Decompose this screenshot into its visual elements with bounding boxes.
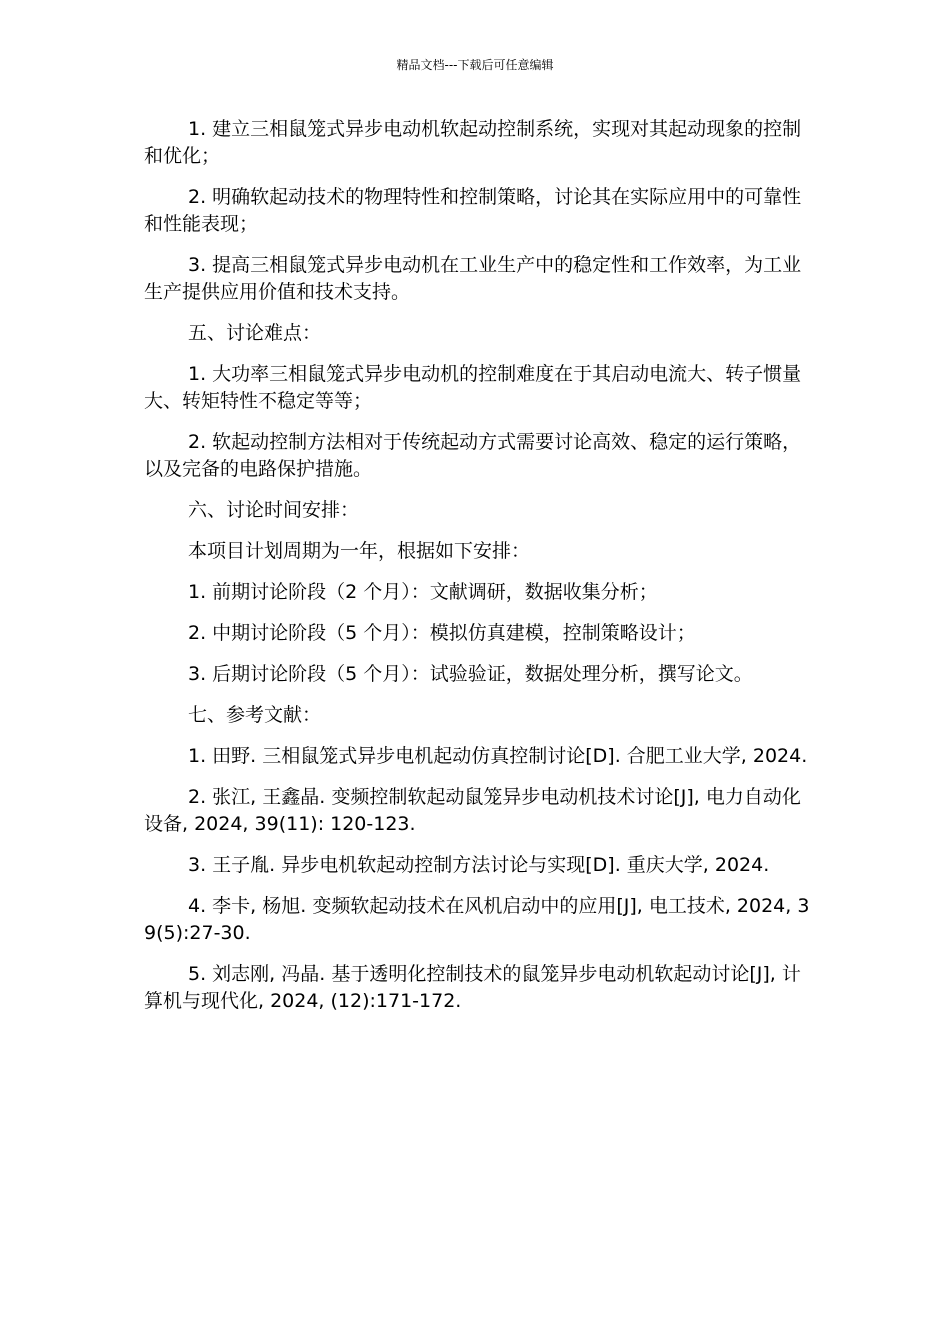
- difficulty-2: 2. 软起动控制方法相对于传统起动方式需要讨论高效、稳定的运行策略，以及完备的电路保护措施。: [144, 431, 802, 480]
- reference-3: 3. 王子胤. 异步电机软起动控制方法讨论与实现[D]. 重庆大学, 2024.: [188, 854, 770, 876]
- reference-5: 5. 刘志刚, 冯晶. 基于透明化控制技术的鼠笼异步电动机软起动讨论[J], 计算机与现代化, 2024, (12):171-172.: [144, 963, 801, 1012]
- schedule-phase-2: 2. 中期讨论阶段（5 个月）：模拟仿真建模，控制策略设计；: [188, 622, 696, 644]
- section-heading-schedule: 六、讨论时间安排：: [188, 499, 360, 521]
- schedule-intro: 本项目计划周期为一年，根据如下安排：: [188, 540, 531, 562]
- reference-4: 4. 李卡, 杨旭. 变频软起动技术在风机启动中的应用[J], 电工技术, 2024, 39(5):27-30.: [144, 895, 810, 944]
- section-heading-difficulties: 五、讨论难点：: [188, 322, 322, 344]
- objective-3: 3. 提高三相鼠笼式异步电动机在工业生产中的稳定性和工作效率，为工业生产提供应用价值和技术支持。: [144, 254, 802, 303]
- difficulty-1: 1. 大功率三相鼠笼式异步电动机的控制难度在于其启动电流大、转子惯量大、转矩特性不稳定等等；: [144, 363, 802, 412]
- schedule-phase-1: 1. 前期讨论阶段（2 个月）：文献调研，数据收集分析；: [188, 581, 658, 603]
- page-header: 精品文档---下载后可任意编辑: [396, 58, 554, 72]
- reference-1: 1. 田野. 三相鼠笼式异步电机起动仿真控制讨论[D]. 合肥工业大学, 2024.: [188, 745, 808, 767]
- section-heading-references: 七、参考文献：: [188, 704, 322, 726]
- reference-2: 2. 张江, 王鑫晶. 变频控制软起动鼠笼异步电动机技术讨论[J], 电力自动化设备, 2024, 39(11): 120-123.: [144, 786, 801, 835]
- schedule-phase-3: 3. 后期讨论阶段（5 个月）：试验验证，数据处理分析，撰写论文。: [188, 663, 753, 685]
- objective-2: 2. 明确软起动技术的物理特性和控制策略，讨论其在实际应用中的可靠性和性能表现；: [144, 186, 802, 235]
- objective-1: 1. 建立三相鼠笼式异步电动机软起动控制系统，实现对其起动现象的控制和优化；: [144, 118, 802, 167]
- document-body: [144, 116, 810, 1029]
